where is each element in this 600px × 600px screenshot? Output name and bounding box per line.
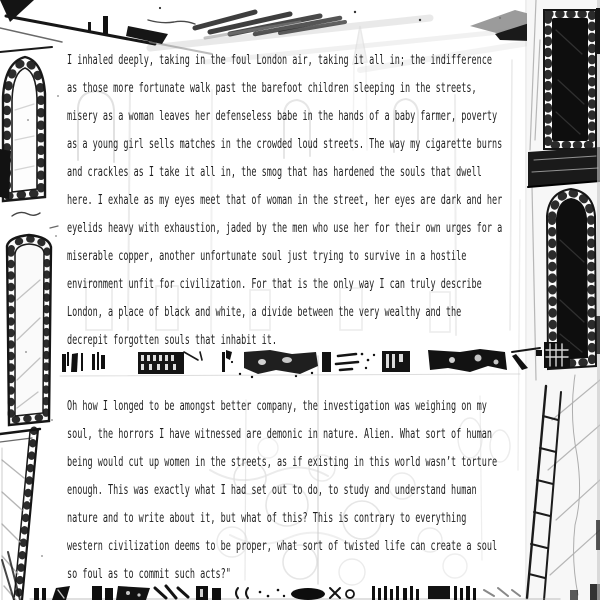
story-line: eyelids heavy with exhaustion, jaded by the men who use her for their own urges for a [67, 220, 503, 236]
story-line: and crackles as I take it all in, the smog that has hardened the souls that dwell [67, 164, 482, 180]
right-building-sketch [527, 0, 600, 600]
story-paragraph-1 [67, 46, 521, 354]
story-line: miserable copper, another unfortunate soul just trying to survive in a hostile [67, 248, 467, 264]
rooftop-scribble [148, 7, 501, 38]
window-sill-band [528, 147, 600, 187]
window-sketch-right-top [544, 10, 596, 149]
story-line: decrepit forgotten souls that inhabit it. [67, 332, 277, 348]
story-line: I inhaled deeply, taking in the foul London air, taking it all in; the indifference [67, 52, 493, 68]
story-line: western civilization deems to be proper, what sort of twisted life can create a soul [67, 538, 498, 554]
story-line: being would cut up women in the streets, as if existing in this world wasn’t torture [67, 454, 498, 470]
story-line: misery as a woman leaves her defenseless babe in the hands of a baby farmer, poverty [67, 108, 498, 124]
story-line: soul, the horrors I have witnessed are demonic in nature. Alien. What sort of human [67, 426, 493, 442]
story-line: enough. This was exactly what I had set out to do, to study and understand human [67, 482, 477, 498]
story-line: environment unfit for civilization. For that is the only way I can truly describe [67, 276, 482, 292]
left-building-sketch [0, 47, 59, 600]
story-line: Oh how I longed to be amongst better company, the investigation was weighing on my [67, 398, 487, 414]
bottom-street-band [30, 586, 560, 600]
story-paragraph-2 [67, 392, 521, 588]
story-line: London, a place of black and white, a divide between the very wealthy and the [67, 304, 462, 320]
story-line: so foul as to commit such acts?" [67, 566, 231, 582]
window-sketch-left-middle [7, 235, 51, 425]
story-line: nature and to write about it, but what of this? This is contrary to everything [67, 510, 467, 526]
story-line: here. I exhale as my eyes meet that of woman in the street, her eyes are dark and her [67, 192, 503, 208]
story-line: as a young girl sells matches in the crowded loud streets. The way my cigarette burns [67, 136, 503, 152]
story-line: as those more fortunate walk past the barefoot children sleeping in the streets, [67, 80, 477, 96]
window-sketch-left-bottom [0, 429, 40, 600]
